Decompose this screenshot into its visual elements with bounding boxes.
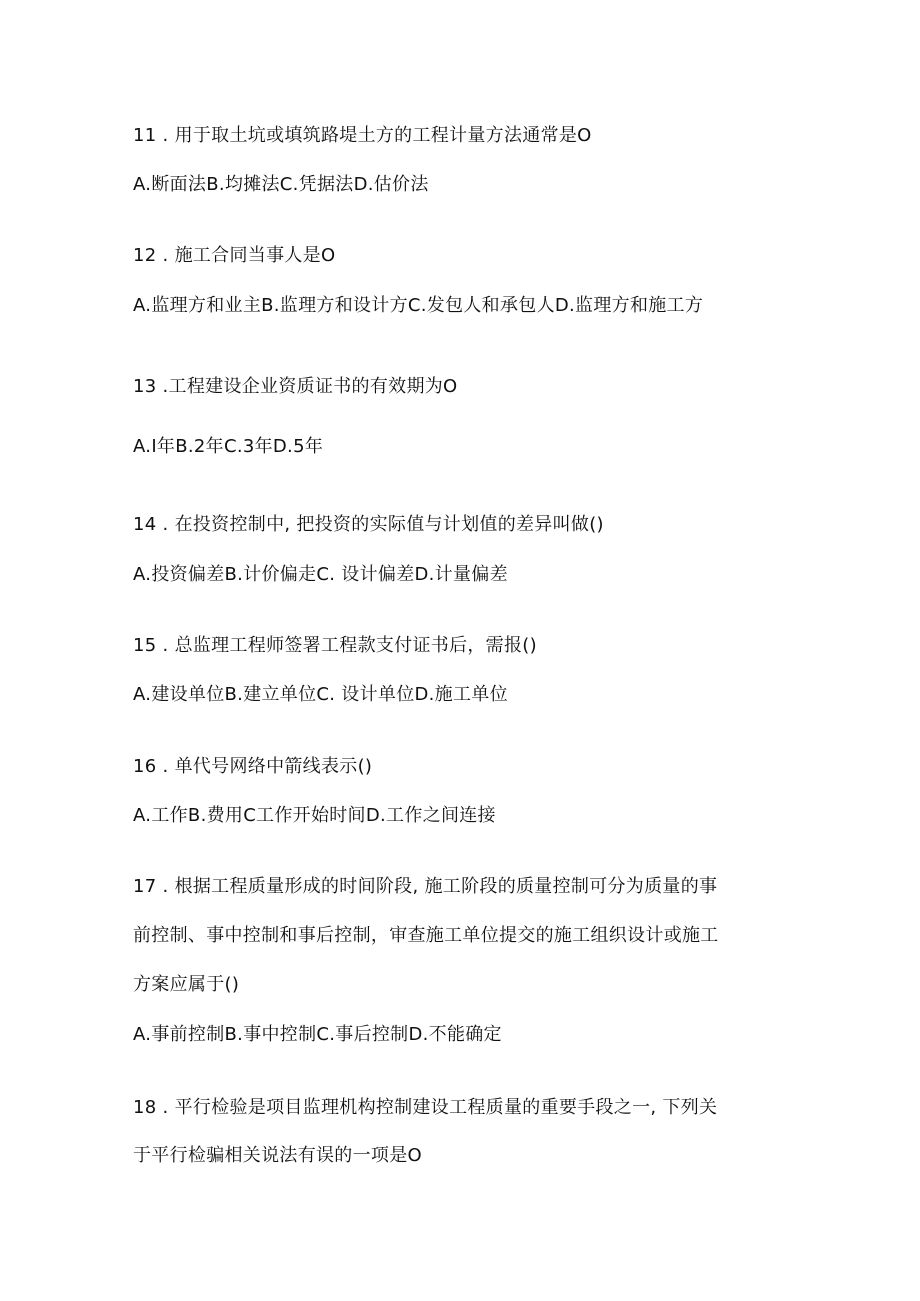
question-18-stem-line-1: 18 . 平行检验是项目监理机构控制建设工程质量的重要手段之一, 下列关 [133, 1097, 718, 1118]
question-16-stem: 16 . 单代号网络中箭线表示() [133, 756, 373, 777]
question-15-options: A.建设单位B.建立单位C. 设计单位D.施工单位 [133, 684, 508, 705]
question-14-stem: 14 . 在投资控制中, 把投资的实际值与计划值的差异叫做() [133, 514, 604, 535]
question-11-stem: 11 . 用于取土坑或填筑路堤土方的工程计量方法通常是O [133, 125, 592, 146]
question-15-stem: 15 . 总监理工程师签署工程款支付证书后，需报() [133, 635, 537, 656]
question-16-options: A.工作B.费用C工作开始时间D.工作之间连接 [133, 805, 496, 826]
question-13-stem: 13 .工程建设企业资质证书的有效期为O [133, 376, 458, 397]
question-12-options: A.监理方和业主B.监理方和设计方C.发包人和承包人D.监理方和施工方 [133, 295, 704, 316]
question-17-options: A.事前控制B.事中控制C.事后控制D.不能确定 [133, 1024, 502, 1045]
question-17-stem-line-3: 方案应属于() [133, 974, 240, 995]
question-17-stem-line-2: 前控制、事中控制和事后控制，审查施工单位提交的施工组织设计或施工 [133, 925, 719, 946]
question-12-stem: 12 . 施工合同当事人是O [133, 245, 336, 266]
question-18-stem-line-2: 于平行检骗相关说法有误的一项是O [133, 1145, 422, 1166]
question-17-stem-line-1: 17 . 根据工程质量形成的时间阶段, 施工阶段的质量控制可分为质量的事 [133, 876, 718, 897]
question-11-options: A.断面法B.均摊法C.凭据法D.估价法 [133, 174, 429, 195]
question-13-options: A.I年B.2年C.3年D.5年 [133, 436, 324, 457]
question-14-options: A.投资偏差B.计价偏走C. 设计偏差D.计量偏差 [133, 564, 508, 585]
